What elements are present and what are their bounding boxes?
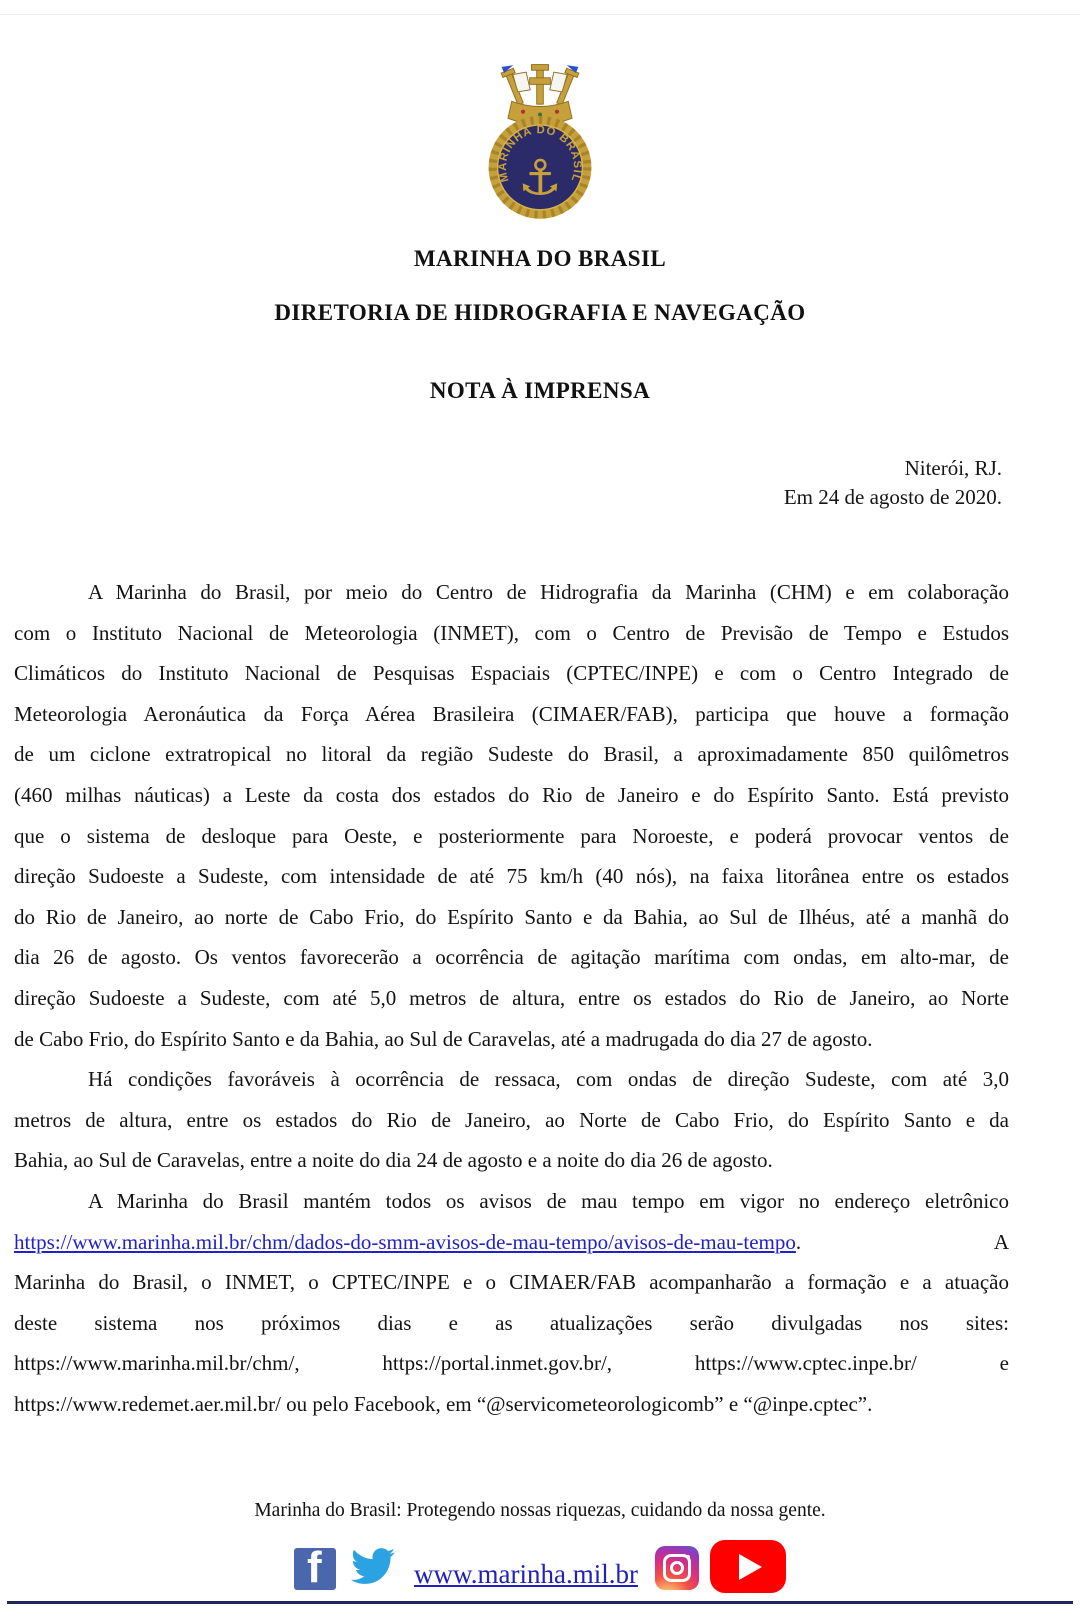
document-type-title: NOTA À IMPRENSA (429, 378, 651, 403)
text-line: do Rio de Janeiro, ao norte de Cabo Frio, do Espírito Santo e da Bahia, ao Sul de Ilhéus, até a manhã do (14, 904, 1009, 929)
paragraph-cyclone (14, 572, 1009, 1059)
text-line: direção Sudoeste a Sudeste, com até 5,0 metros de altura, entre os estados do Rio de Janeiro, ao Norte (14, 985, 1009, 1010)
text-line: de Cabo Frio, do Espírito Santo e da Bahia, ao Sul de Caravelas, até a madrugada do dia 27 de agosto. (14, 1026, 873, 1051)
text-line: A Marinha do Brasil mantém todos os avisos de mau tempo em vigor no endereço eletrônico (88, 1188, 1009, 1213)
text-line: Bahia, ao Sul de Caravelas, entre a noite do dia 24 de agosto e a noite do dia 26 de agosto. (14, 1148, 773, 1173)
text-line: A Marinha do Brasil, por meio do Centro de Hidrografia da Marinha (CHM) e em colaboração (88, 580, 1009, 604)
crest-ring-text: MARINHA DO BRASIL (496, 124, 584, 184)
instagram-icon[interactable] (655, 1546, 699, 1590)
paragraph-ressaca (14, 1059, 1009, 1181)
page-top-edge (0, 14, 1080, 15)
org-title: MARINHA DO BRASIL (413, 246, 667, 271)
document-body (14, 572, 1009, 1424)
footer-rule (7, 1601, 1073, 1604)
place-date-block (0, 454, 1080, 512)
marinha-do-brasil-crest-logo (474, 54, 606, 226)
paragraph-avisos (14, 1181, 1009, 1425)
youtube-icon[interactable] (710, 1540, 786, 1593)
text-line: https://www.redemet.aer.mil.br/ ou pelo Facebook, em “@servicometeorologicomb” e “@inpe.cptec”. (14, 1391, 873, 1416)
avisos-mau-tempo-link[interactable]: https://www.marinha.mil.br/chm/dados-do-smm-avisos-de-mau-tempo/avisos-de-mau-tempo (14, 1229, 796, 1254)
text-line: Climáticos do Instituto Nacional de Pesquisas Espaciais (CPTEC/INPE) e com o Centro Integrado de (14, 661, 1009, 686)
text-line: direção Sudoeste a Sudeste, com intensidade de até 75 km/h (40 nós), na faixa litorânea entre os estados (14, 864, 1009, 889)
text-line: que o sistema de desloque para Oeste, e posteriormente para Noroeste, e poderá provocar ventos de (14, 823, 1009, 848)
facebook-icon[interactable] (294, 1548, 336, 1590)
twitter-icon[interactable] (347, 1544, 399, 1588)
text-line: Marinha do Brasil, o INMET, o CPTEC/INPE e o CIMAER/FAB acompanharão a formação e a atuação (14, 1270, 1009, 1295)
department-title: DIRETORIA DE HIDROGRAFIA E NAVEGAÇÃO (274, 300, 806, 325)
text-line: metros de altura, entre os estados do Rio de Janeiro, ao Norte de Cabo Frio, do Espírito Santo e da (14, 1107, 1009, 1132)
text-line: dia 26 de agosto. Os ventos favorecerão a ocorrência de agitação marítima com ondas, em alto-mar, de (14, 945, 1009, 970)
place-line: Niterói, RJ. (904, 456, 1002, 480)
social-links-row (0, 1540, 1080, 1590)
text-line: com o Instituto Nacional de Meteorologia (INMET), com o Centro de Previsão de Tempo e Estudos (14, 620, 1009, 645)
naval-crown-icon (499, 59, 581, 124)
date-line: Em 24 de agosto de 2020. (783, 485, 1002, 509)
text-line: Há condições favoráveis à ocorrência de ressaca, com ondas de direção Sudeste, com até 3,0 (88, 1067, 1009, 1092)
website-link[interactable]: www.marinha.mil.br (414, 1559, 638, 1589)
text-line: https://www.marinha.mil.br/chm/, https://portal.inmet.gov.br/, https://www.cptec.inpe.br/ e (14, 1351, 1009, 1376)
text-line: deste sistema nos próximos dias e as atualizações serão divulgadas nos sites: (14, 1310, 1009, 1335)
text-line: https://www.marinha.mil.br/chm/dados-do-smm-avisos-de-mau-tempo/avisos-de-mau-tempo. A (14, 1229, 1009, 1254)
text-line: Meteorologia Aeronáutica da Força Aérea Brasileira (CIMAER/FAB), participa que houve a formação (14, 701, 1009, 726)
anchor-icon: ⚓ (518, 148, 562, 207)
slogan-line: Marinha do Brasil: Protegendo nossas riquezas, cuidando da nossa gente. (254, 1500, 826, 1521)
text-line: (460 milhas náuticas) a Leste da costa dos estados do Rio de Janeiro e do Espírito Santo. Está previsto (14, 782, 1009, 807)
crest-svg (474, 54, 606, 226)
text-line: de um ciclone extratropical no litoral da região Sudeste do Brasil, a aproximadamente 850 quilômetros (14, 742, 1009, 767)
